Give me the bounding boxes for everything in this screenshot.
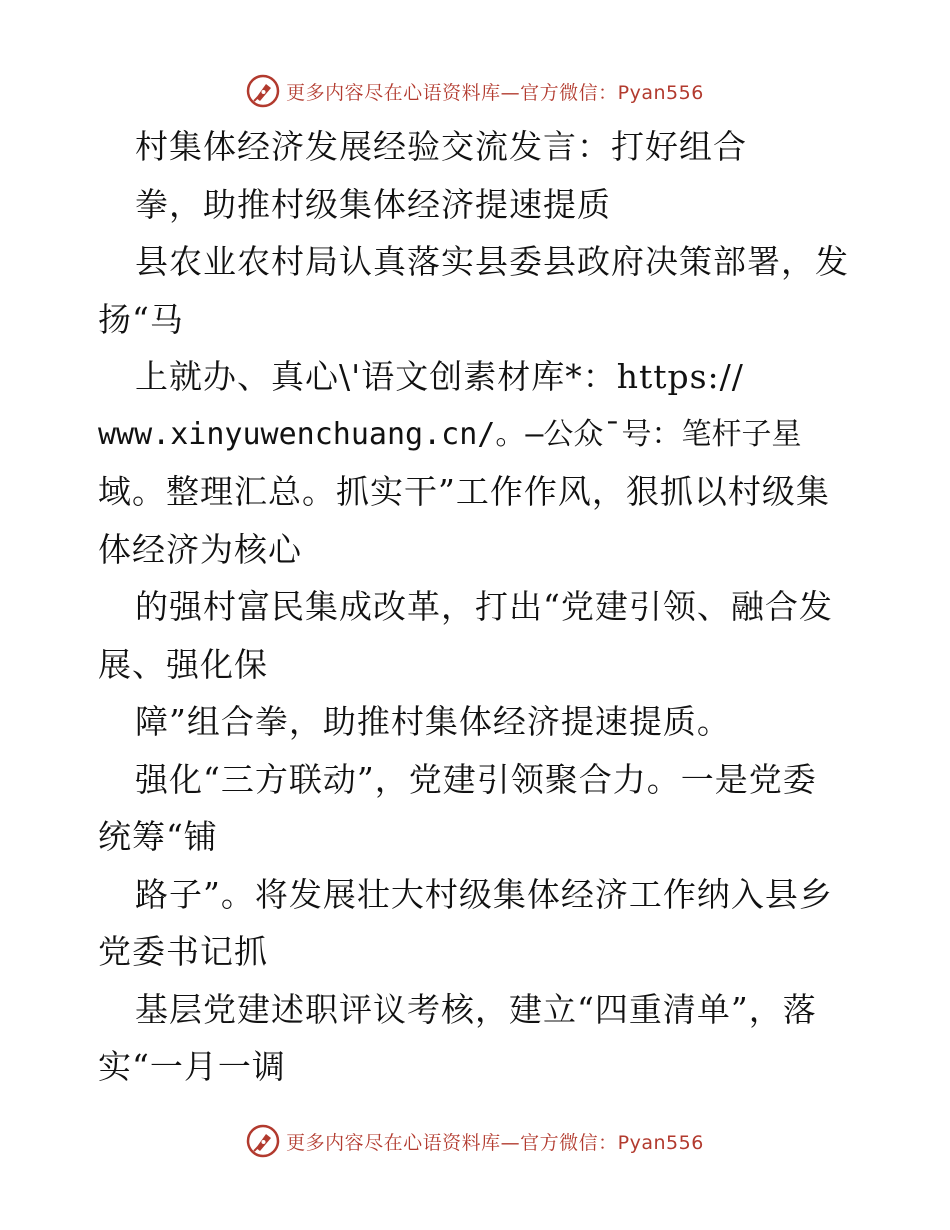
doc-line: 基层党建述职评议考核，建立“四重清单”，落 [135,989,817,1029]
doc-line: 体经济为核心 [98,529,302,569]
pen-nib-logo-icon [246,74,280,108]
document-body [98,124,858,1102]
doc-line: www.xinyuwenchuang.cn/。—公众¯号：笔杆子星 [98,416,802,452]
footer-banner-text: 更多内容尽在心语资料库—官方微信：Pyan556 [286,1131,704,1154]
doc-line: 域。整理汇总。抓实干”工作作风，狠抓以村级集 [98,472,830,511]
doc-line: 扬“马 [98,299,184,339]
doc-line: 上就办、真心\'语文创素材库*：https:// [135,357,744,396]
pen-nib-logo-icon [246,1124,280,1158]
doc-line: 障”组合拳，助推村集体经济提速提质。 [135,702,731,741]
doc-line: 县农业农村局认真落实县委县政府决策部署，发 [135,242,849,281]
doc-line: 实“一月一调 [98,1047,286,1086]
doc-line: 村集体经济发展经验交流发言：打好组合 [135,127,747,166]
header-banner [0,71,950,111]
doc-line: 强化“三方联动”，党建引领聚合力。一是党委 [135,759,817,799]
doc-line: 展、强化保 [98,644,268,684]
doc-line: 统筹“铺 [98,817,218,856]
header-banner-text: 更多内容尽在心语资料库—官方微信：Pyan556 [286,81,704,104]
doc-line: 路子”。将发展壮大村级集体经济工作纳入县乡 [135,874,833,914]
doc-line: 拳，助推村级集体经济提速提质 [135,184,611,224]
footer-banner [0,1121,950,1161]
doc-line: 的强村富民集成改革，打出“党建引领、融合发 [135,587,833,626]
doc-line: 党委书记抓 [98,932,268,971]
